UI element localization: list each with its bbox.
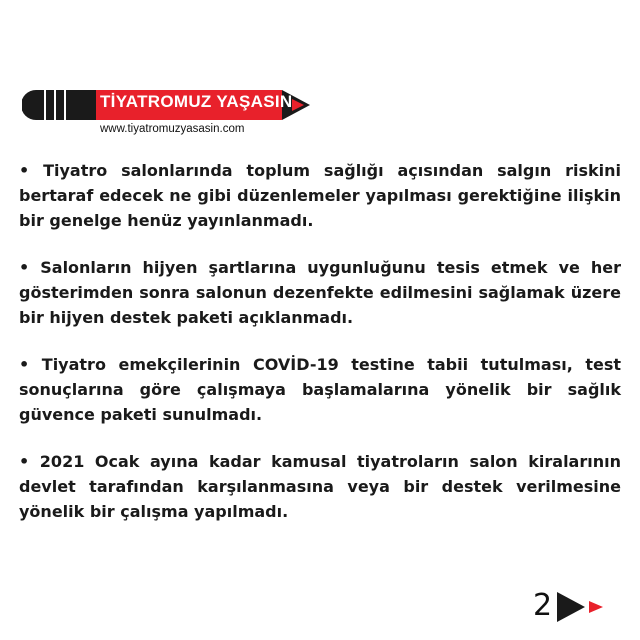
page-number: 2 — [533, 588, 553, 623]
brand-name: TİYATROMUZ YAŞASIN — [100, 92, 293, 111]
paragraph-1: • Tiyatro salonlarında toplum sağlığı açısından salgın riskini bertaraf edecek ne gibi düzenlemeler yapılması gerektiğine ilişkin bir genelge henüz yayınlanmadı. — [19, 161, 621, 230]
paragraph-2: • Salonların hijyen şartlarına uygunluğunu tesis etmek ve her gösterimden sonra salonun dezenfekte edilmesini sağlamak üzere bir hijyen destek paketi açıklanmadı. — [19, 258, 621, 327]
paragraph-3: • Tiyatro emekçilerinin COVİD-19 testine tabii tutulması, test sonuçlarına göre çalışmaya başlamalarına yönelik bir sağlık güvence paketi sunulmadı. — [19, 355, 621, 424]
paragraph-4: • 2021 Ocak ayına kadar kamusal tiyatroların salon kiralarının devlet tarafından karşılanmasına veya bir destek verilmesine yönelik bir çalışma yapılmadı. — [19, 452, 621, 521]
pencil-tip-icon — [557, 592, 613, 622]
page-indicator — [533, 586, 613, 626]
document-body — [19, 158, 621, 546]
brand-logo — [22, 88, 312, 143]
brand-url[interactable]: www.tiyatromuzyasasin.com — [100, 123, 245, 135]
